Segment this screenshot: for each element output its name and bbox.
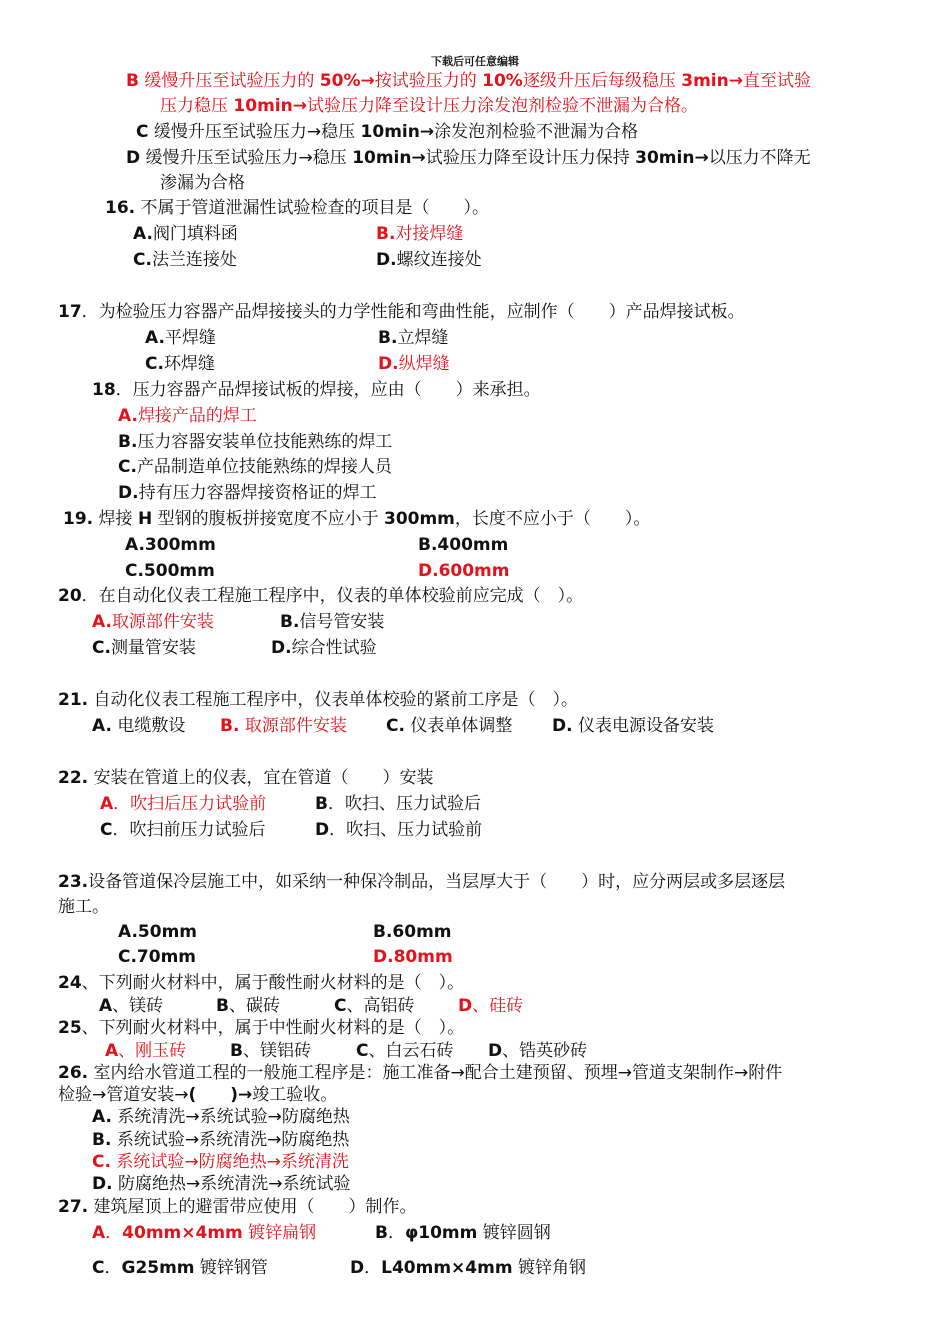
text-run: B	[230, 1041, 243, 1061]
text-run: 、镁砖	[112, 996, 164, 1016]
text-run: D.	[271, 638, 292, 658]
text-run: C.	[92, 638, 111, 658]
text-run: 、刚玉砖	[118, 1041, 187, 1061]
text-run: 以压力不降无	[708, 148, 811, 168]
question-22	[58, 767, 434, 789]
text-run: 20	[58, 586, 82, 606]
text-run: D	[126, 148, 141, 168]
text-run: 24	[58, 973, 82, 993]
text-line	[160, 172, 245, 194]
text-run: 对接焊缝	[395, 224, 464, 244]
text-run: 焊接	[93, 509, 138, 529]
text-run: 室内给水管道工程的一般施工程序是：施工准备→配合土建预留、预埋→管道支架制作→附件	[88, 1063, 783, 1083]
text-run: B.	[376, 224, 396, 244]
text-run: A.	[92, 716, 112, 736]
option-a	[145, 327, 216, 349]
text-run: 产品制造单位技能熟练的焊接人员	[136, 457, 392, 477]
text-run: 设备管道保冷层施工中，如采纳一种保冷制品，当层厚大于（ ）时，应分两层或多层逐层	[88, 872, 786, 892]
text-line	[126, 147, 811, 169]
text-run: ( )→	[188, 1085, 253, 1105]
text-run: A.	[92, 1107, 112, 1127]
text-run: D.80mm	[373, 947, 453, 967]
text-run: 镀锌扁钢	[242, 1223, 317, 1243]
text-run: 、白云石砖	[368, 1041, 454, 1061]
text-run: B.	[92, 1130, 112, 1150]
text-run: A	[92, 1223, 106, 1243]
option-c	[145, 353, 215, 375]
text-run: ．	[105, 1223, 123, 1243]
text-run: 阀门填料函	[152, 224, 238, 244]
text-run: 镀锌角钢	[512, 1258, 586, 1278]
text-run: 25	[58, 1018, 82, 1038]
option-c	[92, 637, 196, 659]
text-line	[136, 121, 638, 143]
text-run: 持有压力容器焊接资格证的焊工	[138, 483, 377, 503]
option-d	[376, 249, 482, 271]
text-run: 系统清洗→系统试验→防腐绝热	[111, 1107, 350, 1127]
text-run: 、下列耐火材料中，属于中性耐火材料的是（ ）。	[81, 1018, 465, 1038]
option-b	[230, 1040, 311, 1062]
text-run: D	[315, 820, 330, 840]
text-run: D	[458, 996, 473, 1016]
text-run: 压力稳压	[160, 96, 234, 116]
text-run: 、硅砖	[472, 996, 524, 1016]
text-run: φ10mm	[404, 1223, 478, 1243]
option-c	[133, 249, 237, 271]
option-d	[92, 1173, 350, 1195]
option-c	[92, 1151, 349, 1173]
text-line	[58, 896, 109, 918]
text-run: 19.	[63, 509, 94, 529]
text-run: 10min→	[352, 148, 426, 168]
text-run: B.400mm	[418, 535, 509, 555]
text-run: C	[92, 1258, 105, 1278]
text-run: 压力容器安装单位技能熟练的焊工	[137, 432, 393, 452]
text-line	[126, 70, 811, 92]
option-a	[105, 1040, 186, 1062]
text-run: H	[137, 509, 153, 529]
text-run: C	[356, 1041, 369, 1061]
text-run: 仪表单体调整	[404, 716, 513, 736]
text-run: C.70mm	[118, 947, 197, 967]
text-run: ．吹扫前压力试验后	[112, 820, 266, 840]
text-run: 取源部件安装	[239, 716, 347, 736]
option-d	[458, 995, 523, 1017]
text-run: 电缆敷设	[111, 716, 186, 736]
text-run: ．吹扫、压力试验前	[329, 820, 483, 840]
text-run: L40mm×4mm	[381, 1258, 513, 1278]
text-run: ．	[387, 1223, 405, 1243]
option-c	[118, 946, 196, 968]
text-run: 23.	[58, 872, 89, 892]
option-d	[118, 482, 377, 504]
question-23	[58, 871, 785, 893]
option-d	[350, 1257, 586, 1279]
text-run: 平焊缝	[164, 328, 216, 348]
text-run: 防腐绝热→系统清洗→系统试验	[112, 1174, 351, 1194]
option-b	[376, 223, 463, 245]
text-run: B	[216, 996, 229, 1016]
text-run: 安装在管道上的仪表，宜在管道（ ）安装	[88, 768, 434, 788]
text-run: 试验压力降至设计压力保持	[425, 148, 636, 168]
option-d	[373, 946, 453, 968]
text-run: 16.	[105, 198, 136, 218]
option-a	[118, 921, 197, 943]
text-run: 焊接产品的焊工	[137, 406, 257, 426]
text-run: 施工。	[58, 897, 109, 917]
text-run: 系统试验→系统清洗→防腐绝热	[111, 1130, 350, 1150]
text-run: A	[100, 794, 114, 814]
option-c	[125, 560, 215, 582]
option-b	[373, 921, 452, 943]
option-a	[133, 223, 238, 245]
option-d	[378, 353, 450, 375]
text-run: ．	[364, 1258, 382, 1278]
text-run: ，长度不应小于（ ）。	[454, 509, 651, 529]
text-run: 螺纹连接处	[396, 250, 482, 270]
text-run: B.	[220, 716, 240, 736]
option-a	[118, 405, 257, 427]
text-run: ．吹扫后压力试验前	[113, 794, 267, 814]
option-c	[334, 995, 414, 1017]
text-run: 检验→管道安装→	[58, 1085, 189, 1105]
text-run: A	[105, 1041, 119, 1061]
question-19	[63, 508, 650, 530]
option-b	[418, 534, 508, 556]
question-21	[58, 689, 578, 711]
text-run: B.60mm	[373, 922, 452, 942]
text-run: 不属于管道泄漏性试验检查的项目是（ ）。	[135, 198, 490, 218]
text-run: C.	[145, 354, 164, 374]
text-run: 50%→	[319, 71, 375, 91]
text-run: 、锆英砂砖	[502, 1041, 588, 1061]
text-run: D	[488, 1041, 503, 1061]
option-b	[92, 1129, 349, 1151]
text-run: 22.	[58, 768, 89, 788]
text-run: D	[350, 1258, 365, 1278]
text-run: 系统试验→防腐绝热→系统清洗	[110, 1152, 349, 1172]
question-18	[92, 379, 541, 401]
option-a	[125, 534, 216, 556]
text-run: 环焊缝	[163, 354, 215, 374]
text-run: D.	[376, 250, 397, 270]
text-run: 按试验压力的	[374, 71, 483, 91]
text-run: 30min→	[635, 148, 709, 168]
question-16	[105, 197, 489, 219]
option-d	[418, 560, 509, 582]
option-c	[386, 715, 512, 737]
text-run: D.600mm	[418, 561, 510, 581]
option-a	[92, 611, 214, 633]
text-run: 缓慢升压至试验压力→稳压	[148, 122, 361, 142]
option-d	[488, 1040, 587, 1062]
question-25	[58, 1017, 464, 1039]
option-b	[280, 611, 384, 633]
text-run: 试验压力降至设计压力涂发泡剂检验不泄漏为合格。	[306, 96, 698, 116]
text-run: 逐级升压后每级稳压	[522, 71, 682, 91]
text-run: A.	[133, 224, 153, 244]
text-line	[58, 1084, 337, 1106]
text-run: B	[315, 794, 328, 814]
text-run: 立焊缝	[397, 328, 449, 348]
option-c	[356, 1040, 453, 1062]
text-run: C.	[92, 1152, 111, 1172]
text-run: 仪表电源设备安装	[572, 716, 714, 736]
text-run: 自动化仪表工程施工程序中，仪表单体校验的紧前工序是（ ）。	[88, 690, 579, 710]
text-run: A.	[118, 406, 138, 426]
text-run: 10%	[482, 71, 523, 91]
text-run: 3min→	[681, 71, 743, 91]
text-run: B.	[118, 432, 138, 452]
text-run: B.	[378, 328, 398, 348]
option-d	[552, 715, 714, 737]
text-run: G25mm	[121, 1258, 195, 1278]
text-run: C	[136, 122, 149, 142]
text-run: 300mm	[383, 509, 455, 529]
text-run: C.	[386, 716, 405, 736]
text-run: C	[100, 820, 113, 840]
text-run: A.	[92, 612, 112, 632]
text-run: 镀锌钢管	[194, 1258, 268, 1278]
option-c	[92, 1257, 268, 1279]
text-run: 型钢的腹板拼接宽度不应小于	[152, 509, 384, 529]
text-run: 、碳砖	[228, 996, 280, 1016]
text-run: 镀锌圆钢	[477, 1223, 551, 1243]
option-a	[100, 793, 266, 815]
text-run: C	[334, 996, 347, 1016]
option-d	[271, 637, 377, 659]
text-run: D.	[118, 483, 139, 503]
text-run: 26.	[58, 1063, 89, 1083]
text-run: 、镁铝砖	[242, 1041, 311, 1061]
page-header: 下载后可任意编辑	[431, 55, 519, 68]
option-a	[92, 1222, 316, 1244]
option-b	[375, 1222, 551, 1244]
text-run: ．	[104, 1258, 122, 1278]
text-run: C.500mm	[125, 561, 215, 581]
text-run: 信号管安装	[299, 612, 385, 632]
option-b	[315, 793, 481, 815]
question-26	[58, 1062, 782, 1084]
text-run: 10min→	[233, 96, 307, 116]
text-run: ．为检验压力容器产品焊接接头的力学性能和弯曲性能，应制作（ ）产品焊接试板。	[81, 302, 745, 322]
option-b	[220, 715, 347, 737]
text-run: C.	[118, 457, 137, 477]
text-run: D.	[378, 354, 399, 374]
text-run: 缓慢升压至试验压力的	[138, 71, 320, 91]
text-run: 10min→	[360, 122, 435, 142]
text-run: 、高铝砖	[346, 996, 415, 1016]
text-run: 17	[58, 302, 82, 322]
option-b	[378, 327, 448, 349]
text-run: 40mm×4mm	[122, 1223, 243, 1243]
text-run: 直至试验	[742, 71, 811, 91]
text-run: 渗漏为合格	[160, 173, 245, 193]
text-run: ．压力容器产品焊接试板的焊接，应由（ ）来承担。	[115, 380, 541, 400]
text-run: B	[375, 1223, 388, 1243]
text-run: A.	[145, 328, 165, 348]
text-run: 建筑屋顶上的避雷带应使用（ ）制作。	[88, 1197, 417, 1217]
option-a	[92, 715, 185, 737]
option-a	[99, 995, 163, 1017]
text-run: C.	[133, 250, 152, 270]
option-a	[92, 1106, 350, 1128]
question-24	[58, 972, 464, 994]
option-b	[216, 995, 280, 1017]
text-run: A.50mm	[118, 922, 198, 942]
text-run: 21.	[58, 690, 89, 710]
question-27	[58, 1196, 417, 1218]
text-run: 27.	[58, 1197, 89, 1217]
text-run: 缓慢升压至试验压力→稳压	[140, 148, 353, 168]
text-run: 纵焊缝	[398, 354, 450, 374]
text-run: D.	[552, 716, 573, 736]
text-run: ．在自动化仪表工程施工程序中，仪表的单体校验前应完成（ ）。	[81, 586, 584, 606]
text-run: A	[99, 996, 113, 1016]
text-run: A.300mm	[125, 535, 216, 555]
option-b	[118, 431, 392, 453]
text-line	[160, 95, 698, 117]
text-run: 测量管安装	[110, 638, 196, 658]
text-run: 竣工验收。	[252, 1085, 338, 1105]
text-run: 18	[92, 380, 116, 400]
text-run: 法兰连接处	[151, 250, 237, 270]
question-20	[58, 585, 583, 607]
option-d	[315, 819, 482, 841]
text-run: B.	[280, 612, 300, 632]
option-c	[100, 819, 265, 841]
text-run: D.	[92, 1174, 113, 1194]
text-run: 涂发泡剂检验不泄漏为合格	[434, 122, 639, 142]
option-c	[118, 456, 392, 478]
text-run: 综合性试验	[291, 638, 377, 658]
text-run: B	[126, 71, 139, 91]
text-run: 、下列耐火材料中，属于酸性耐火材料的是（ ）。	[81, 973, 465, 993]
text-run: 取源部件安装	[111, 612, 214, 632]
text-run: ．吹扫、压力试验后	[327, 794, 481, 814]
question-17	[58, 301, 745, 323]
